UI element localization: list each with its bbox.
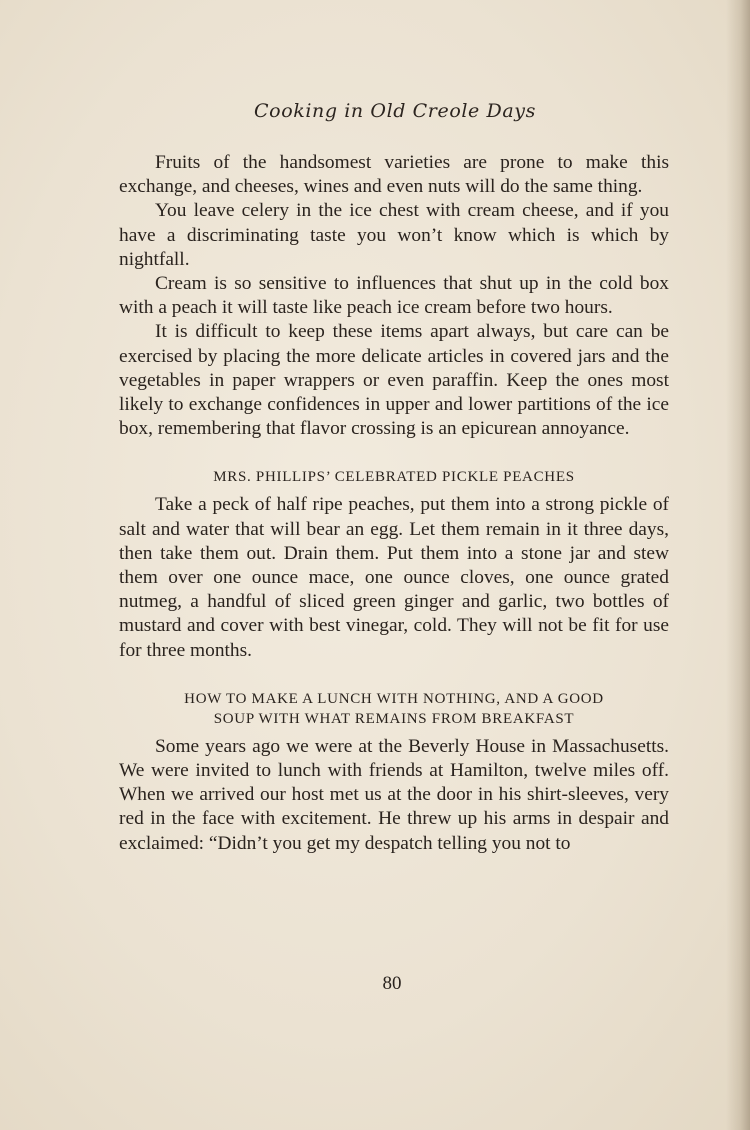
paragraph: It is difficult to keep these items apart always, but care can be exercised by placing the more delicate articles in covered jars and the vegetables in paper wrappers or even paraffin. Keep the ones most likely to exchange confidences in upper and lower partitions of the ice box, remembering that flavor crossing is an epicurean annoyance. (119, 321, 669, 440)
recipe-paragraph: Take a peck of half ripe peaches, put them into a strong pickle of salt and water that will bear an egg. Let them remain in it three days, then take them out. Drain them. Put them into a stone jar and stew them over one ounce mace, one ounce cloves, one ounce grated nutmeg, a handful of sliced green ginger and garlic, two bottles of mustard and cover with best vinegar, cold. They will not be fit for use for three months. (119, 494, 669, 661)
running-head: Cooking in Old Creole Days (254, 100, 536, 122)
paragraph: Cream is so sensitive to influences that shut up in the cold box with a peach it will taste like peach ice cream before two hours. (119, 273, 669, 319)
recipe-heading-line: HOW TO MAKE A LUNCH WITH NOTHING, AND A GOOD (184, 690, 604, 707)
paragraph: Fruits of the handsomest varieties are prone to make this exchange, and cheeses, wines and even nuts will do the same thing. (119, 152, 669, 198)
recipe-heading-line: SOUP WITH WHAT REMAINS FROM BREAKFAST (213, 710, 575, 727)
page-number: 80 (382, 973, 402, 994)
paragraph: You leave celery in the ice chest with cream cheese, and if you have a discriminating taste you won’t know which is which by nightfall. (119, 200, 669, 270)
page-body (119, 151, 669, 856)
recipe-heading (119, 689, 669, 729)
page-edge-shadow (726, 0, 750, 1130)
recipe-heading: MRS. PHILLIPS’ CELEBRATED PICKLE PEACHES (213, 469, 575, 486)
recipe-paragraph: Some years ago we were at the Beverly House in Massachusetts. We were invited to lunch with friends at Hamilton, twelve miles off. When we arrived our host met us at the door in his shirt-sleeves, very red in the face with excitement. He threw up his arms in despair and exclaimed: “Didn’t you get my despatch telling you not to (119, 735, 669, 854)
